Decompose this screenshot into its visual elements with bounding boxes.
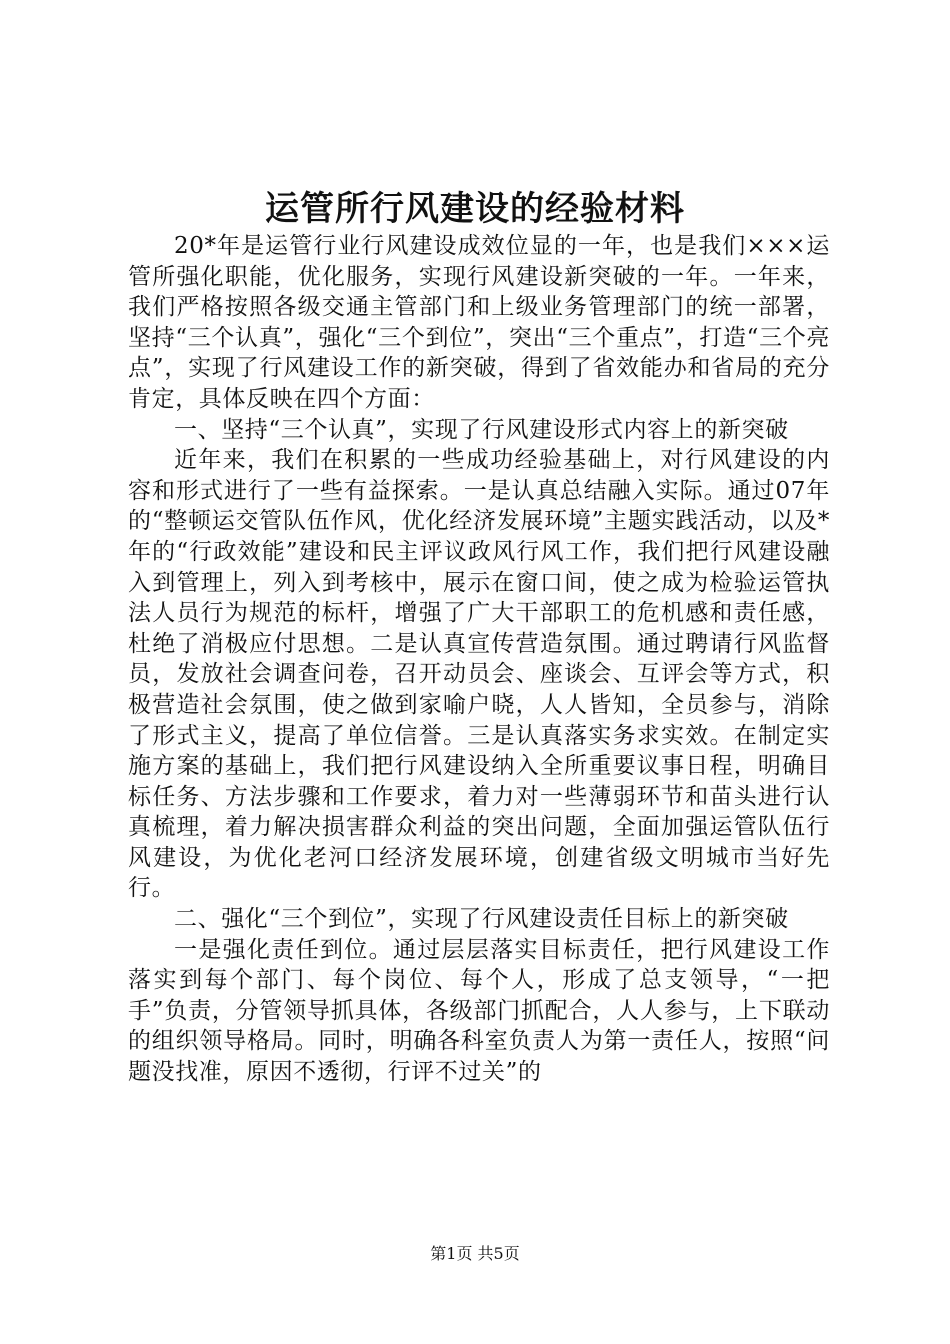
section-heading-2: 二、强化“三个到位”，实现了行风建设责任目标上的新突破	[174, 906, 789, 933]
paragraph-section-1: 近年来，我们在积累的一些成功经验基础上，对行风建设的内容和形式进行了一些有益探索。一是认真总结融入实际。通过07年的“整顿运交管队伍作风，优化经济发展环境”主题实践活动，以及*年的“行政效能”建设和民主评议政风行风工作，我们把行风建设融入到管理上，列入到考核中，展示在窗口间，使之成为检验运管执法人员行为规范的标杆，增强了广大干部职工的危机感和责任感，杜绝了消极应付思想。二是认真宣传营造氛围。通过聘请行风监督员，发放社会调查问卷，召开动员会、座谈会、互评会等方式，积极营造社会氛围，使之做到家喻户晓，人人皆知，全员参与，消除了形式主义，提高了单位信誉。三是认真落实务求实效。在制定实施方案的基础上，我们把行风建设纳入全所重要议事日程，明确目标任务、方法步骤和工作要求，着力对一些薄弱环节和苗头进行认真梳理，着力解决损害群众利益的突出问题，全面加强运管队伍行风建设，为优化老河口经济发展环境，创建省级文明城市当好先行。	[128, 447, 830, 902]
paragraph-intro: 20*年是运管行业行风建设成效位显的一年，也是我们×××运管所强化职能，优化服务，实现行风建设新突破的一年。一年来，我们严格按照各级交通主管部门和上级业务管理部门的统一部署，坚持“三个认真”，强化“三个到位”，突出“三个重点”，打造“三个亮点”，实现了行风建设工作的新突破，得到了省效能办和省局的充分肯定，具体反映在四个方面：	[128, 233, 830, 412]
document-title: 运管所行风建设的经验材料	[265, 189, 685, 229]
page-number-footer: 第1页 共5页	[430, 1244, 520, 1263]
section-heading-1: 一、坚持“三个认真”，实现了行风建设形式内容上的新突破	[174, 416, 789, 443]
paragraph-section-2: 一是强化责任到位。通过层层落实目标责任，把行风建设工作落实到每个部门、每个岗位、每个人，形成了总支领导，“一把手”负责，分管领导抓具体，各级部门抓配合，人人参与，上下联动的组织领导格局。同时，明确各科室负责人为第一责任人，按照“问题没找准，原因不透彻，行评不过关”的	[128, 936, 830, 1086]
document-body	[128, 231, 830, 1088]
